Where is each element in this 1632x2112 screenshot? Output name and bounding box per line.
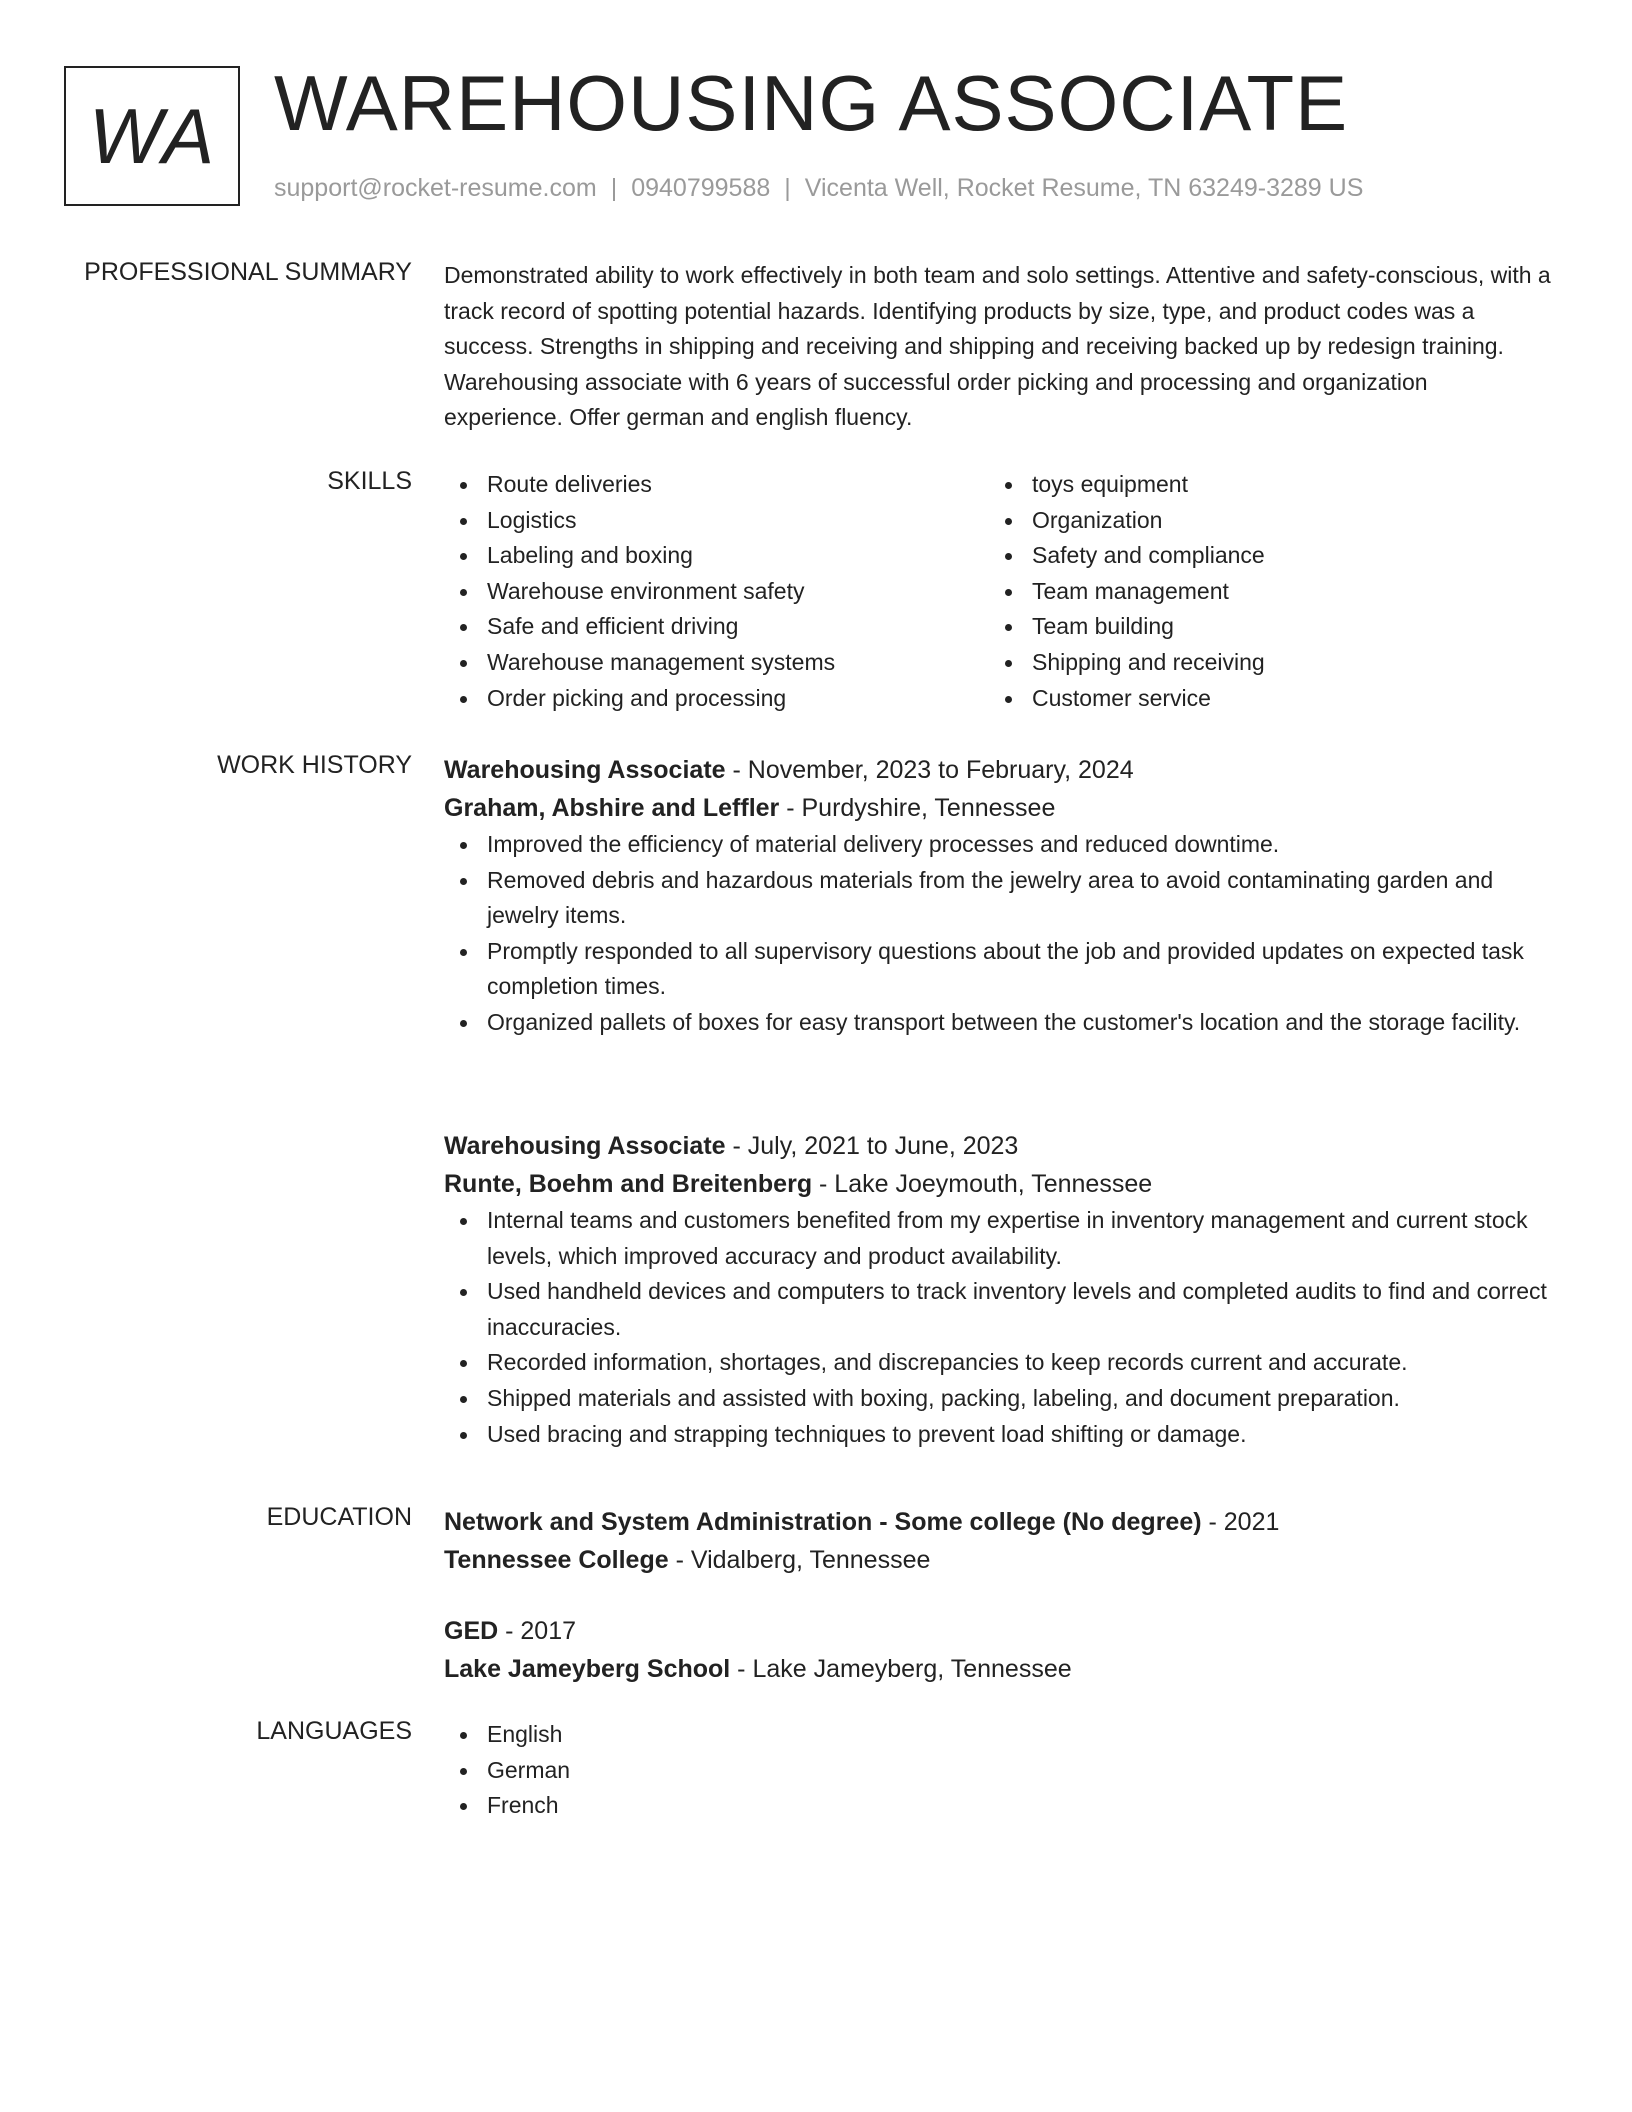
school-line (444, 1650, 1552, 1688)
skill-item: Safe and efficient driving (444, 609, 989, 645)
job-entry (444, 1127, 1552, 1452)
section-label-work-history: WORK HISTORY (217, 751, 412, 779)
duty-item: Internal teams and customers benefited from my expertise in inventory management and current stock levels, which improved accuracy and product availability. (444, 1203, 1552, 1274)
school-line (444, 1541, 1552, 1579)
duty-item: Used bracing and strapping techniques to prevent load shifting or damage. (444, 1417, 1552, 1453)
skills-list-right (989, 467, 1534, 716)
job-title: Warehousing Associate (444, 756, 726, 784)
company-name: Runte, Boehm and Breitenberg (444, 1170, 813, 1198)
skill-item: Order picking and processing (444, 681, 989, 717)
job-company-line (444, 789, 1552, 827)
language-item: German (444, 1753, 1552, 1789)
duty-item: Improved the efficiency of material delivery processes and reduced downtime. (444, 827, 1552, 863)
degree-name: Network and System Administration - Some college (No degree) (444, 1508, 1202, 1536)
skill-item: Team management (989, 574, 1534, 610)
degree-year: - 2021 (1201, 1508, 1280, 1536)
job-title-line (444, 1127, 1552, 1165)
degree-line (444, 1612, 1552, 1650)
section-label-skills: SKILLS (327, 467, 412, 495)
duty-item: Shipped materials and assisted with boxing, packing, labeling, and document preparation. (444, 1381, 1552, 1417)
company-name: Graham, Abshire and Leffler (444, 794, 780, 822)
separator: | (784, 174, 791, 202)
skill-item: Labeling and boxing (444, 538, 989, 574)
language-item: French (444, 1788, 1552, 1824)
page-title: WAREHOUSING ASSOCIATE (274, 59, 1349, 147)
skill-item: Team building (989, 609, 1534, 645)
duty-item: Organized pallets of boxes for easy transport between the customer's location and the storage facility. (444, 1005, 1552, 1041)
skill-item: Route deliveries (444, 467, 989, 503)
job-entry (444, 751, 1552, 1041)
skill-item: Organization (989, 503, 1534, 539)
duty-item: Used handheld devices and computers to track inventory levels and completed audits to find and correct inaccuracies. (444, 1274, 1552, 1345)
company-location: - Lake Joeymouth, Tennessee (812, 1170, 1153, 1198)
degree-name: GED (444, 1617, 499, 1645)
skill-item: Warehouse management systems (444, 645, 989, 681)
duty-item: Removed debris and hazardous materials from the jewelry area to avoid contaminating garden and jewelry items. (444, 863, 1552, 934)
summary-text: Demonstrated ability to work effectively in both team and solo settings. Attentive and safety-conscious, with a track record of spotting potential hazards. Identifying products by size, type, and product codes was a success. Strengths in shipping and receiving and shipping and receiving backed up by redesign training. Warehousing associate with 6 years of successful order picking and processing and organization experience. Offer german and english fluency. (444, 262, 1551, 431)
job-duties-list (444, 827, 1552, 1041)
separator: | (610, 174, 618, 202)
language-item: English (444, 1717, 1552, 1753)
contact-line (274, 174, 1363, 203)
skill-item: Warehouse environment safety (444, 574, 989, 610)
email-text: support@rocket-resume.com (274, 174, 597, 202)
job-dates: - July, 2021 to June, 2023 (725, 1132, 1019, 1160)
monogram-box: WA (64, 66, 240, 206)
languages-list (444, 1717, 1552, 1824)
phone-text: 0940799588 (631, 174, 771, 202)
address-text: Vicenta Well, Rocket Resume, TN 63249-3289 US (804, 174, 1364, 202)
job-dates: - November, 2023 to February, 2024 (725, 756, 1134, 784)
duty-item: Promptly responded to all supervisory questions about the job and provided updates on expected task completion times. (444, 934, 1552, 1005)
degree-line (444, 1503, 1552, 1541)
skill-item: Customer service (989, 681, 1534, 717)
school-name: Lake Jameyberg School (444, 1655, 731, 1683)
company-location: - Purdyshire, Tennessee (779, 794, 1056, 822)
job-title-line (444, 751, 1552, 789)
section-label-languages: LANGUAGES (256, 1717, 412, 1745)
school-name: Tennessee College (444, 1546, 669, 1574)
job-duties-list (444, 1203, 1552, 1452)
school-location: - Vidalberg, Tennessee (668, 1546, 931, 1574)
job-company-line (444, 1165, 1552, 1203)
duty-item: Recorded information, shortages, and discrepancies to keep records current and accurate. (444, 1345, 1552, 1381)
skills-list-left (444, 467, 989, 716)
skill-item: toys equipment (989, 467, 1534, 503)
school-location: - Lake Jameyberg, Tennessee (730, 1655, 1072, 1683)
degree-year: - 2017 (498, 1617, 577, 1645)
skill-item: Safety and compliance (989, 538, 1534, 574)
skill-item: Shipping and receiving (989, 645, 1534, 681)
section-label-summary: PROFESSIONAL SUMMARY (84, 258, 412, 286)
skill-item: Logistics (444, 503, 989, 539)
section-label-education: EDUCATION (266, 1503, 412, 1531)
job-title: Warehousing Associate (444, 1132, 726, 1160)
